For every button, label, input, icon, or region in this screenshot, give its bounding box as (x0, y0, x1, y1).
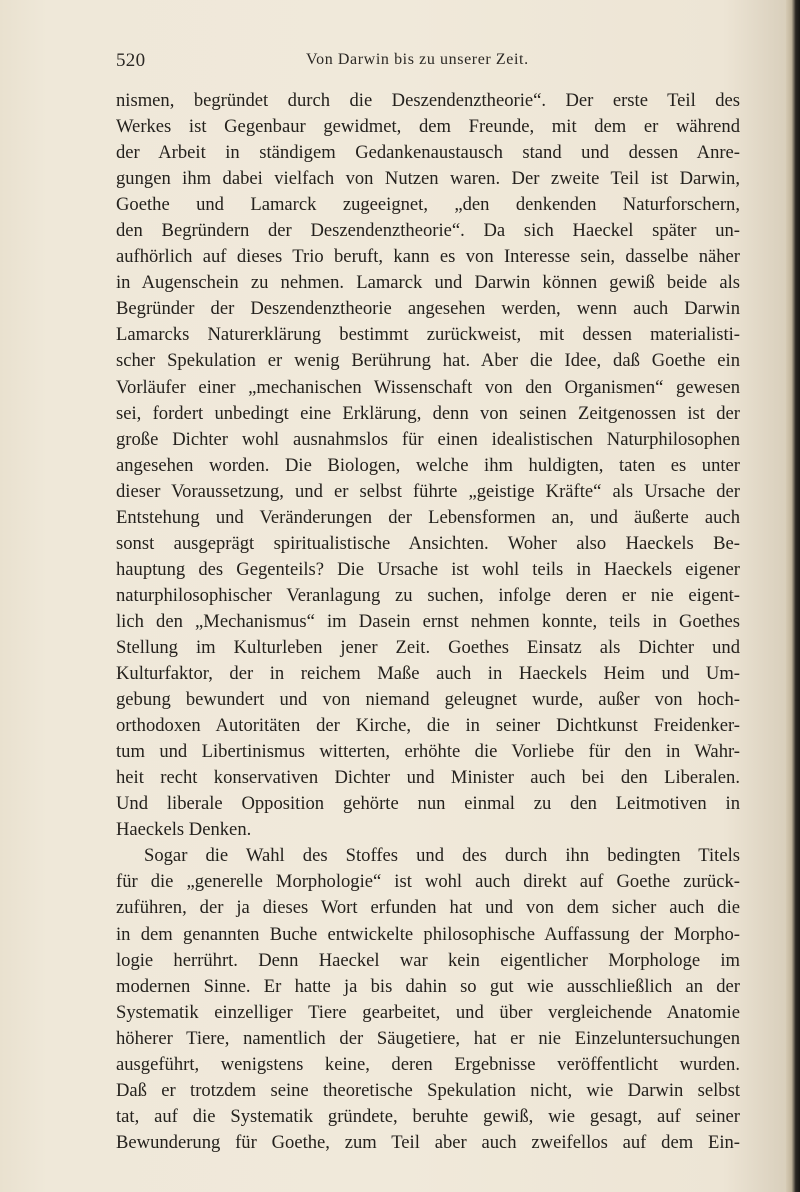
text-line: der Arbeit in ständigem Gedankenaustausch stand und dessen Anre- (116, 142, 740, 164)
text-line: sei, fordert unbedingt eine Erklärung, denn von seinen Zeitgenossen ist der (116, 402, 740, 424)
text-line: tum und Libertinismus witterten, erhöhte die Vorliebe für den in Wahr- (116, 741, 740, 763)
page-number: 520 (116, 50, 146, 71)
text-line: in Augenschein zu nehmen. Lamarck und Darwin können gewiß beide als (116, 272, 740, 294)
text-line: Begründer der Deszendenztheorie angesehen werden, wenn auch Darwin (116, 298, 740, 320)
page-header (116, 50, 740, 74)
text-line: Lamarcks Naturerklärung bestimmt zurückweist, mit dessen materialisti- (116, 324, 740, 346)
paragraph-end-line: Haeckels Denken. (116, 819, 252, 841)
text-line: sonst ausgeprägt spiritualistische Ansichten. Woher also Haeckels Be- (116, 532, 740, 554)
text-line: logie herrührt. Denn Haeckel war kein eigentlicher Morphologe im (116, 949, 740, 971)
text-line: Vorläufer einer „mechanischen Wissenschaft von den Organismen“ gewesen (116, 376, 740, 398)
text-line: Bewunderung für Goethe, zum Teil aber auch zweifellos auf dem Ein- (116, 1131, 740, 1153)
text-line: gungen ihm dabei vielfach von Nutzen waren. Der zweite Teil ist Darwin, (116, 168, 740, 190)
text-line: Systematik einzelliger Tiere gearbeitet, und über vergleichende Anatomie (116, 1001, 740, 1023)
text-line: große Dichter wohl ausnahmslos für einen idealistischen Naturphilosophen (116, 428, 740, 450)
text-line: Goethe und Lamarck zugeeignet, „den denkenden Naturforschern, (116, 194, 740, 216)
text-line: nismen, begründet durch die Deszendenztheorie“. Der erste Teil des (116, 90, 740, 111)
text-line: angesehen worden. Die Biologen, welche ihm huldigten, taten es unter (116, 454, 740, 476)
text-line: orthodoxen Autoritäten der Kirche, die in seiner Dichtkunst Freidenker- (116, 715, 740, 737)
text-line: Stellung im Kulturleben jener Zeit. Goethes Einsatz als Dichter und (116, 636, 740, 658)
text-line: Daß er trotzdem seine theoretische Spekulation nicht, wie Darwin selbst (116, 1079, 740, 1101)
text-line: für die „generelle Morphologie“ ist wohl auch direkt auf Goethe zurück- (116, 871, 740, 893)
text-line: aufhörlich auf dieses Trio beruft, kann es von Interesse sein, dasselbe näher (116, 246, 740, 268)
paragraph-start-line: Sogar die Wahl des Stoffes und des durch ihn bedingten Titels (144, 845, 740, 867)
text-line: gebung bewundert und von niemand geleugnet wurde, außer von hoch- (116, 689, 740, 711)
text-line: tat, auf die Systematik gründete, beruhte gewiß, wie gesagt, auf seiner (116, 1105, 740, 1127)
text-line: lich den „Mechanismus“ im Dasein ernst nehmen konnte, teils in Goethes (116, 610, 740, 632)
text-line: Und liberale Opposition gehörte nun einmal zu den Leitmotiven in (116, 793, 740, 815)
text-line: Werkes ist Gegenbaur gewidmet, dem Freunde, mit dem er während (116, 116, 740, 138)
running-head: Von Darwin bis zu unserer Zeit. (306, 51, 529, 68)
text-line: zuführen, der ja dieses Wort erfunden hat und von dem sicher auch die (116, 897, 740, 919)
text-line: höherer Tiere, namentlich der Säugetiere, hat er nie Einzeluntersuchungen (116, 1027, 740, 1049)
page-edge (786, 0, 800, 1192)
text-line: in dem genannten Buche entwickelte philosophische Auffassung der Morpho- (116, 923, 740, 945)
body-text (116, 88, 740, 1156)
text-line: hauptung des Gegenteils? Die Ursache ist wohl teils in Haeckels eigener (116, 558, 740, 580)
text-line: Kulturfaktor, der in reichem Maße auch in Haeckels Heim und Um- (116, 663, 740, 685)
text-line: heit recht konservativen Dichter und Minister auch bei den Liberalen. (116, 767, 740, 789)
text-line: den Begründern der Deszendenztheorie“. Da sich Haeckel später un- (116, 220, 740, 242)
text-line: ausgeführt, wenigstens keine, deren Ergebnisse veröffentlicht wurden. (116, 1053, 740, 1075)
text-line: naturphilosophischer Veranlagung zu suchen, infolge deren er nie eigent- (116, 584, 740, 606)
text-line: Entstehung und Veränderungen der Lebensformen an, und äußerte auch (116, 506, 740, 528)
text-line: modernen Sinne. Er hatte ja bis dahin so gut wie ausschließlich an der (116, 975, 740, 997)
text-line: scher Spekulation er wenig Berührung hat. Aber die Idee, daß Goethe ein (116, 350, 740, 372)
text-line: dieser Voraussetzung, und er selbst führte „geistige Kräfte“ als Ursache der (116, 480, 740, 502)
